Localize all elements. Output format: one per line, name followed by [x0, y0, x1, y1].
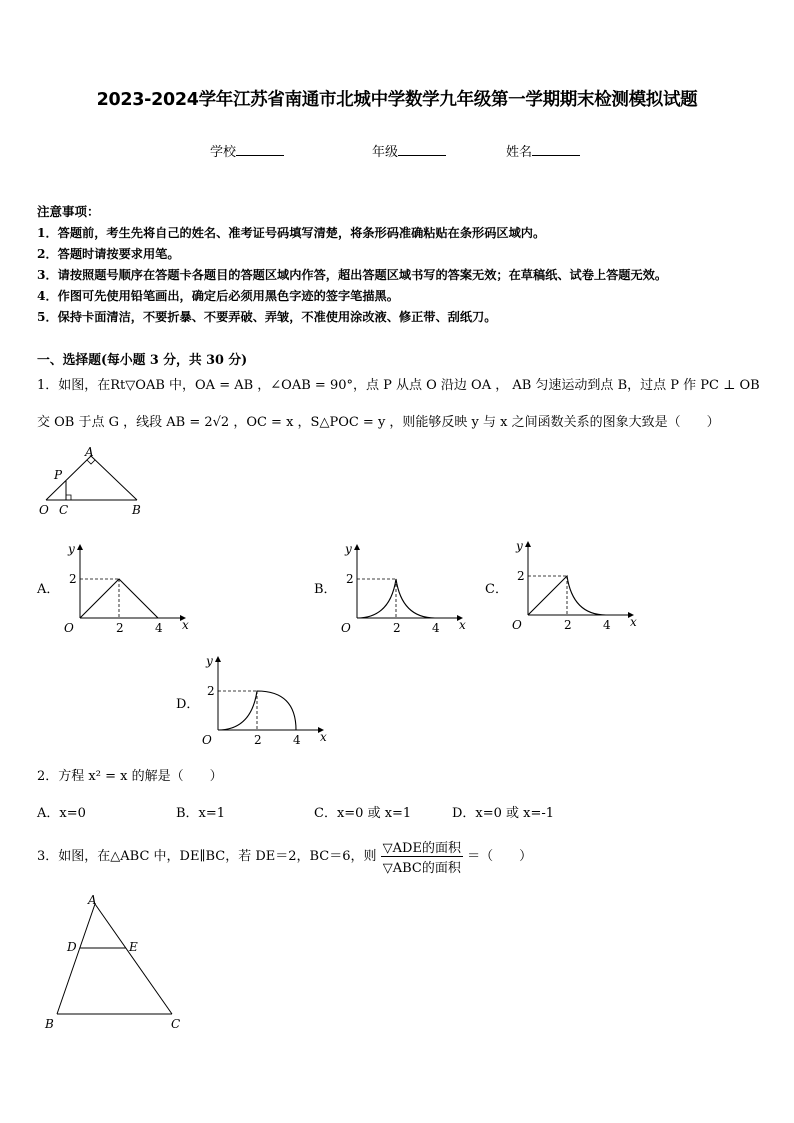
q3-stem-a: 3．如图，在△ABC 中，DE∥BC，若 DE＝2，BC＝6，则 — [37, 849, 377, 864]
x-tick-label: 4 — [603, 618, 611, 632]
note-item: 3．请按照题号顺序在答题卡各题目的答题区域内作答，超出答题区域书写的答案无效；在草稿纸、试卷上答题无效。 — [37, 268, 668, 282]
q2-option-b[interactable]: B．x=1 — [176, 806, 226, 821]
x-axis-label: x — [459, 618, 466, 632]
note-item: 1．答题前，考生先将自己的姓名、准考证号码填写清楚，将条形码准确粘贴在条形码区域内。 — [37, 226, 546, 240]
origin-label: O — [64, 621, 74, 635]
x-axis-label: x — [630, 615, 637, 629]
y-axis-arrow — [525, 541, 531, 547]
segment-AB — [91, 456, 137, 500]
y-tick-label: 2 — [517, 569, 525, 583]
x-tick-label: 2 — [564, 618, 572, 632]
right-angle-mark-a — [87, 460, 95, 464]
segment-AC — [95, 904, 172, 1014]
y-axis-label: y — [345, 542, 352, 556]
grade-label: 年级 — [372, 145, 399, 160]
school-blank — [236, 143, 284, 156]
label-B: B — [132, 503, 141, 517]
origin-label: O — [341, 621, 351, 635]
y-tick-label: 2 — [69, 572, 77, 586]
q2-option-d[interactable]: D．x=0 或 x=-1 — [452, 806, 555, 821]
label-A: A — [88, 893, 97, 907]
q3-triangle-figure — [40, 892, 190, 1037]
y-tick-label: 2 — [346, 572, 354, 586]
label-O: O — [39, 503, 49, 517]
page-title: 2023-2024学年江苏省南通市北城中学数学九年级第一学期期末检测模拟试题 — [96, 90, 698, 110]
x-tick-label: 2 — [254, 733, 262, 747]
x-tick-label: 4 — [155, 621, 163, 635]
q3-fraction — [381, 837, 463, 876]
q3-frac-den: ▽ABC的面积 — [382, 861, 461, 876]
x-tick-label: 4 — [432, 621, 440, 635]
y-axis-label: y — [206, 654, 213, 668]
grade-field — [372, 141, 446, 160]
y-axis-arrow — [354, 544, 360, 550]
option-c-letter[interactable]: C． — [485, 582, 508, 597]
x-tick-label: 2 — [116, 621, 124, 635]
segment-AB — [57, 904, 95, 1014]
q1-line1: 1．如图，在Rt▽OAB 中，OA = AB ，∠OAB = 90°，点 P 从点 O 沿边 OA ， AB 匀速运动到点 B，过点 P 作 PC ⊥ OB — [37, 378, 760, 393]
origin-label: O — [202, 733, 212, 747]
name-blank — [532, 143, 580, 156]
option-d-graph[interactable] — [198, 650, 328, 750]
q3-stem-b: ＝（ ） — [467, 849, 533, 864]
option-a-letter[interactable]: A． — [37, 582, 60, 597]
name-field — [506, 141, 580, 160]
x-axis-label: x — [182, 618, 189, 632]
y-tick-label: 2 — [207, 684, 215, 698]
origin-label: O — [512, 618, 522, 632]
note-item: 2．答题时请按要求用笔。 — [37, 247, 180, 261]
q3-frac-num: ▽ADE的面积 — [381, 837, 463, 857]
q3-stem — [37, 837, 532, 876]
note-item: 4．作图可先使用铅笔画出，确定后必须用黑色字迹的签字笔描黑。 — [37, 289, 399, 303]
option-a-graph[interactable] — [60, 538, 190, 638]
notes-heading: 注意事项： — [37, 204, 100, 219]
right-angle-mark — [66, 495, 71, 500]
y-axis-arrow — [77, 544, 83, 550]
label-A: A — [85, 445, 94, 459]
option-c-graph[interactable] — [508, 535, 638, 635]
y-axis-arrow — [215, 656, 221, 662]
school-field — [210, 141, 284, 160]
option-b-letter[interactable]: B． — [314, 582, 337, 597]
option-d-letter[interactable]: D． — [176, 697, 200, 712]
q1-line2: 交 OB 于点 G ，线段 AB = 2√2 ，OC = x ，S△POC = y ，则能够反映 y 与 x 之间函数关系的图象大致是（ ） — [37, 415, 720, 430]
y-axis-label: y — [68, 542, 75, 556]
x-tick-label: 2 — [393, 621, 401, 635]
segment-OA — [46, 456, 91, 500]
q2-option-c[interactable]: C．x=0 或 x=1 — [314, 806, 412, 821]
label-E: E — [129, 940, 138, 954]
label-P: P — [54, 468, 63, 482]
section-heading: 一、选择题(每小题 3 分，共 30 分) — [37, 353, 248, 368]
name-label: 姓名 — [506, 145, 533, 160]
label-C: C — [171, 1017, 181, 1031]
x-tick-label: 4 — [293, 733, 301, 747]
note-item: 5．保持卡面清洁，不要折暴、不要弄破、弄皱，不准使用涂改液、修正带、刮纸刀。 — [37, 310, 497, 324]
label-B: B — [45, 1017, 54, 1031]
label-D: D — [67, 940, 77, 954]
q2-stem: 2．方程 x² = x 的解是（ ） — [37, 769, 223, 784]
q2-option-a[interactable]: A．x=0 — [37, 806, 86, 821]
y-axis-label: y — [516, 539, 523, 553]
x-axis-label: x — [320, 730, 327, 744]
q1-triangle-figure — [36, 444, 151, 520]
school-label: 学校 — [210, 145, 237, 160]
grade-blank — [398, 143, 446, 156]
label-C: C — [59, 503, 69, 517]
option-b-graph[interactable] — [337, 538, 467, 638]
